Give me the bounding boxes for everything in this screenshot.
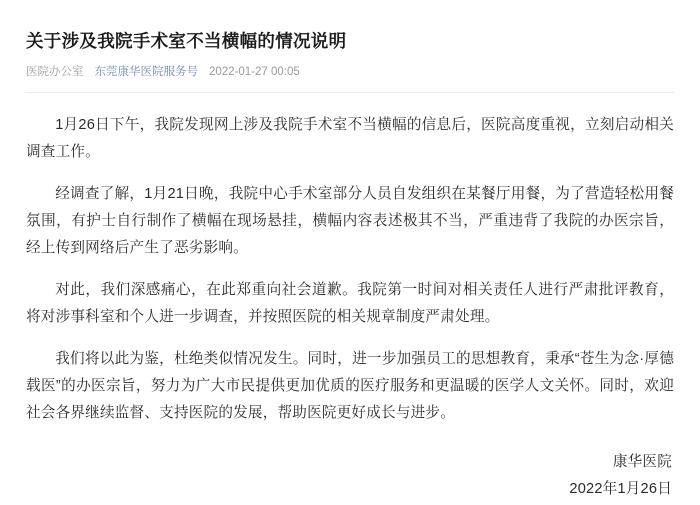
signature-name: 康华医院 [612, 453, 672, 470]
body-paragraph: 1月26日下午，我院发现网上涉及我院手术室不当横幅的信息后，医院高度重视，立刻启动相关调查工作。 [26, 116, 674, 160]
article-page [0, 12, 700, 505]
signature-block [26, 449, 674, 504]
meta-account-link[interactable]: 东莞康华医院服务号 [94, 66, 198, 79]
header-divider [26, 92, 674, 93]
body-paragraph: 对此，我们深感痛心，在此郑重向社会道歉。我院第一时间对相关责任人进行严肃批评教育，将对涉事科室和个人进一步调查，并按照医院的相关规章制度严肃处理。 [26, 281, 674, 325]
article-meta [26, 67, 674, 79]
article-body [26, 97, 674, 427]
body-paragraph: 经调查了解，1月21日晚，我院中心手术室部分人员自发组织在某餐厅用餐，为了营造轻松用餐氛围，有护士自行制作了横幅在现场悬挂，横幅内容表述极其不当，严重违背了我院的办医宗旨，经上传到网络后产生了恶劣影响。 [26, 185, 674, 256]
meta-source: 医院办公室 [26, 66, 84, 79]
body-paragraph: 我们将以此为鉴，杜绝类似情况发生。同时，进一步加强员工的思想教育，秉承“苍生为念·厚德载医”的办医宗旨，努力为广大市民提供更加优质的医疗服务和更温暖的医学人文关怀。同时，欢迎社会各界继续监督、支持医院的发展，帮助医院更好成长与进步。 [26, 350, 674, 421]
meta-timestamp: 2022-01-27 00:05 [209, 66, 300, 79]
signature-date: 2022年1月26日 [569, 481, 672, 498]
page-title: 关于涉及我院手术室不当横幅的情况说明 [26, 30, 347, 51]
